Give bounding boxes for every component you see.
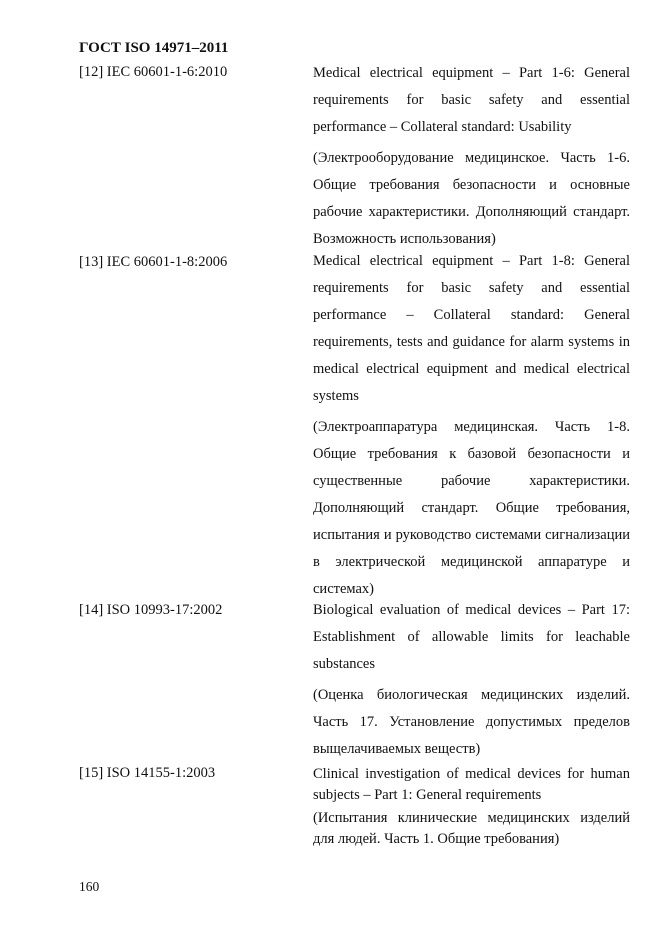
- reference-id: [14] ISO 10993-17:2002: [79, 602, 223, 618]
- reference-entry: [313, 60, 630, 253]
- reference-entry: [313, 764, 630, 850]
- document-header: ГОСТ ISO 14971–2011: [79, 40, 229, 56]
- reference-title-ru: (Испытания клинические медицинских изделий для людей. Часть 1. Общие требования): [313, 810, 630, 847]
- reference-title-ru: (Оценка биологическая медицинских изделий. Часть 17. Установление допустимых пределов выщелачиваемых веществ): [313, 687, 630, 757]
- page-number: 160: [79, 879, 100, 894]
- reference-id: [12] IEC 60601-1-6:2010: [79, 64, 228, 80]
- reference-title-en: Biological evaluation of medical devices – Part 17: Establishment of allowable limits for leachable substances: [313, 602, 630, 672]
- reference-title-en: Clinical investigation of medical devices for human subjects – Part 1: General requirements: [313, 766, 630, 803]
- reference-id: [13] IEC 60601-1-8:2006: [79, 254, 228, 270]
- reference-title-en: Medical electrical equipment – Part 1-6: General requirements for basic safety and essential performance – Collateral standard: Usability: [313, 65, 630, 135]
- reference-title-ru: (Электроаппаратура медицинская. Часть 1-8. Общие требования к базовой безопасности и существенные рабочие характеристики. Дополняющий стандарт. Общие требования, испытания и руководство системами сигнализации в электрической медицинской аппаратуре и системах): [313, 419, 630, 597]
- reference-title-ru: (Электрооборудование медицинское. Часть 1-6. Общие требования безопасности и основные рабочие характеристики. Дополняющий стандарт. Возможность использования): [313, 150, 630, 247]
- reference-id: [15] ISO 14155-1:2003: [79, 765, 216, 781]
- reference-title-en: Medical electrical equipment – Part 1-8: General requirements for basic safety and essential performance – Collateral standard: General requirements, tests and guidance for alarm systems in medical electrical equipment and medical electrical systems: [313, 253, 630, 404]
- reference-entry: [313, 597, 630, 763]
- reference-entry: [313, 248, 630, 603]
